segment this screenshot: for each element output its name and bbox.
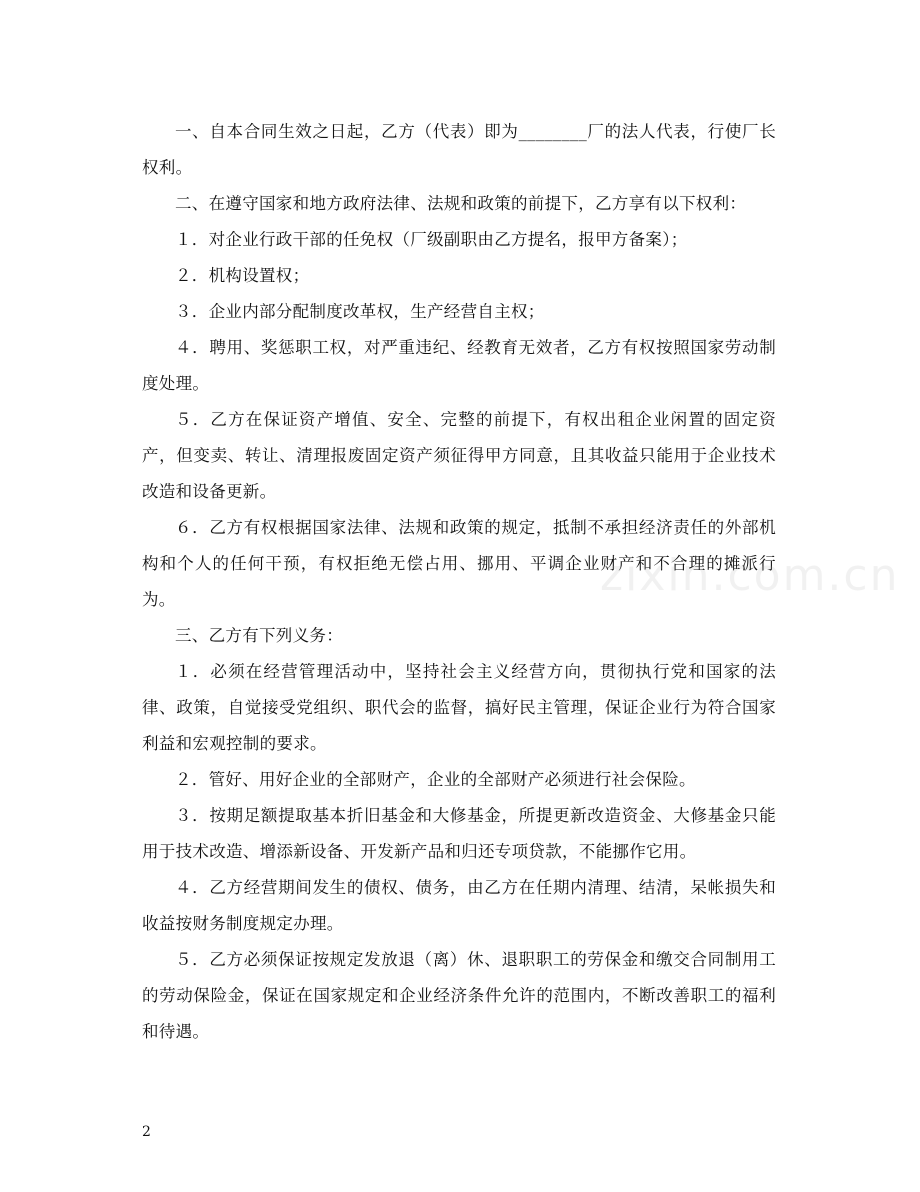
paragraph-right-6: ６．乙方有权根据国家法律、法规和政策的规定，抵制不承担经济责任的外部机构和个人的任何干预，有权拒绝无偿占用、挪用、平调企业财产和不合理的摊派行为。 xyxy=(142,518,776,609)
paragraph-duty-2: ２．管好、用好企业的全部财产，企业的全部财产必须进行社会保险。 xyxy=(175,770,696,789)
paragraph-right-4: ４．聘用、奖惩职工权，对严重违纪、经教育无效者，乙方有权按照国家劳动制度处理。 xyxy=(142,338,776,393)
paragraph-duty-3: ３．按期足额提取基本折旧基金和大修基金，所提更新改造资金、大修基金只能用于技术改造、增添新设备、开发新产品和归还专项贷款，不能挪作它用。 xyxy=(142,806,776,861)
paragraph-right-3: ３．企业内部分配制度改革权，生产经营自主权； xyxy=(175,302,545,321)
paragraph-duty-1: １．必须在经营管理活动中，坚持社会主义经营方向，贯彻执行党和国家的法律、政策，自觉接受党组织、职代会的监督，搞好民主管理，保证企业行为符合国家利益和宏观控制的要求。 xyxy=(142,662,776,753)
paragraph-article-1: 一、自本合同生效之日起，乙方（代表）即为________厂的法人代表，行使厂长权利。 xyxy=(142,122,776,177)
paragraph-right-2: ２．机构设置权； xyxy=(175,266,310,285)
document-body xyxy=(142,114,776,1050)
paragraph-duty-4: ４．乙方经营期间发生的债权、债务，由乙方在任期内清理、结清，呆帐损失和收益按财务制度规定办理。 xyxy=(142,878,776,933)
paragraph-right-5: ５．乙方在保证资产增值、安全、完整的前提下，有权出租企业闲置的固定资产，但变卖、转让、清理报废固定资产须征得甲方同意，且其收益只能用于企业技术改造和设备更新。 xyxy=(142,410,776,501)
page-number: 2 xyxy=(142,1124,151,1140)
paragraph-right-1: １．对企业行政干部的任免权（厂级副职由乙方提名，报甲方备案）； xyxy=(175,230,688,249)
watermark: zixin.com.cn xyxy=(600,550,900,601)
paragraph-duty-5: ５．乙方必须保证按规定发放退（离）休、退职职工的劳保金和缴交合同制用工的劳动保险金，保证在国家规定和企业经济条件允许的范围内，不断改善职工的福利和待遇。 xyxy=(142,950,776,1041)
paragraph-article-2: 二、在遵守国家和地方政府法律、法规和政策的前提下，乙方享有以下权利： xyxy=(175,194,747,213)
paragraph-article-3: 三、乙方有下列义务： xyxy=(175,626,343,645)
